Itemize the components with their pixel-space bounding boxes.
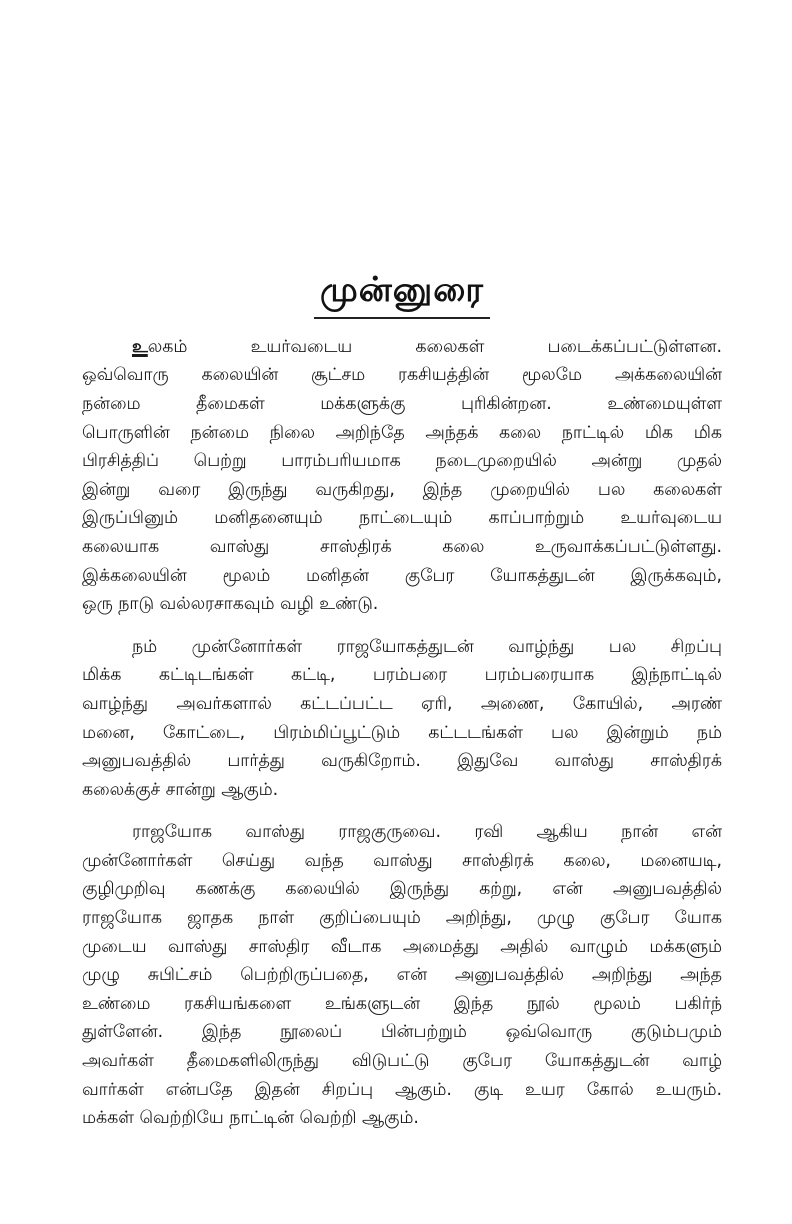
page-title: முன்னுரை [314, 270, 490, 319]
paragraph-line: கலையாக வாஸ்து சாஸ்திரக் கலை உருவாக்கப்பட்டுள்ளது. [82, 536, 722, 557]
paragraph-line: அனுபவத்தில் பார்த்து வருகிறோம். இதுவே வாஸ்து சாஸ்திரக் [82, 751, 722, 772]
paragraph-3 [82, 818, 722, 1133]
paragraph-line: இக்கலையின் மூலம் மனிதன் குபேர யோகத்துடன் இருக்கவும், [82, 565, 722, 586]
paragraph-line: பொருளின் நன்மை நிலை அறிந்தே அந்தக் கலை நாட்டில் மிக மிக [82, 422, 722, 443]
paragraph-line: நன்மை தீமைகள் மக்களுக்கு புரிகின்றன. உண்மையுள்ள [82, 393, 722, 414]
paragraph-1 [82, 333, 722, 619]
paragraph-line: ராஜயோக வாஸ்து ராஜகுருவை. ரவி ஆகிய நான் என் [132, 822, 722, 843]
paragraph-line: ராஜயோக ஜாதக நாள் குறிப்பையும் அறிந்து, முழு குபேர யோக [82, 908, 722, 929]
paragraph-line: கலைக்குச் சான்று ஆகும். [82, 779, 279, 800]
paragraph-2 [82, 633, 722, 805]
paragraph-line: மனை, கோட்டை, பிரம்மிப்பூட்டும் கட்டடங்கள் பல இன்றும் நம் [82, 722, 722, 743]
paragraph-line: உண்மை ரகசியங்களை உங்களுடன் இந்த நூல் மூலம் பகிர்ந் [82, 993, 722, 1014]
paragraph-line: ஒரு நாடு வல்லரசாகவும் வழி உண்டு. [82, 594, 379, 615]
paragraph-line: இன்று வரை இருந்து வருகிறது, இந்த முறையில் பல கலைகள் [82, 479, 722, 500]
paragraph-line [82, 333, 722, 362]
paragraph-line: ஒவ்வொரு கலையின் சூட்சம ரகசியத்தின் மூலமே அக்கலையின் [82, 365, 722, 386]
document-page [82, 270, 722, 1147]
drop-cap: உ [132, 336, 148, 357]
paragraph-line: மிக்க கட்டிடங்கள் கட்டி, பரம்பரை பரம்பரையாக இந்நாட்டில் [82, 665, 722, 686]
title-container [82, 270, 722, 319]
paragraph-line: முன்னோர்கள் செய்து வந்த வாஸ்து சாஸ்திரக் கலை, மனையடி, [82, 850, 722, 871]
paragraph-line: முழு சுபிட்சம் பெற்றிருப்பதை, என் அனுபவத்தில் அறிந்து அந்த [82, 965, 722, 986]
paragraph-line: முடைய வாஸ்து சாஸ்திர வீடாக அமைத்து அதில் வாழும் மக்களும் [82, 936, 722, 957]
paragraph-line: வார்கள் என்பதே இதன் சிறப்பு ஆகும். குடி உயர கோல் உயரும். [82, 1079, 722, 1100]
paragraph-line: மக்கள் வெற்றியே நாட்டின் வெற்றி ஆகும். [82, 1108, 419, 1129]
paragraph-line: நம் முன்னோர்கள் ராஜயோகத்துடன் வாழ்ந்து பல சிறப்பு [132, 636, 722, 657]
line-text: லகம் உயர்வடைய கலைகள் படைக்கப்பட்டுள்ளன. [147, 336, 722, 357]
paragraph-line: வாழ்ந்து அவர்களால் கட்டப்பட்ட ஏரி, அணை, கோயில், அரண் [82, 693, 722, 714]
paragraph-line: துள்ளேன். இந்த நூலைப் பின்பற்றும் ஒவ்வொரு குடும்பமும் [82, 1022, 722, 1043]
paragraph-line: பிரசித்திப் பெற்று பாரம்பரியமாக நடைமுறையில் அன்று முதல் [82, 451, 722, 472]
paragraph-line: அவர்கள் தீமைகளிலிருந்து விடுபட்டு குபேர யோகத்துடன் வாழ் [82, 1051, 722, 1072]
paragraph-line: குழிமுறிவு கணக்கு கலையில் இருந்து கற்று, என் அனுபவத்தில் [82, 879, 722, 900]
paragraph-line: இருப்பினும் மனிதனையும் நாட்டையும் காப்பாற்றும் உயர்வுடைய [82, 508, 722, 529]
